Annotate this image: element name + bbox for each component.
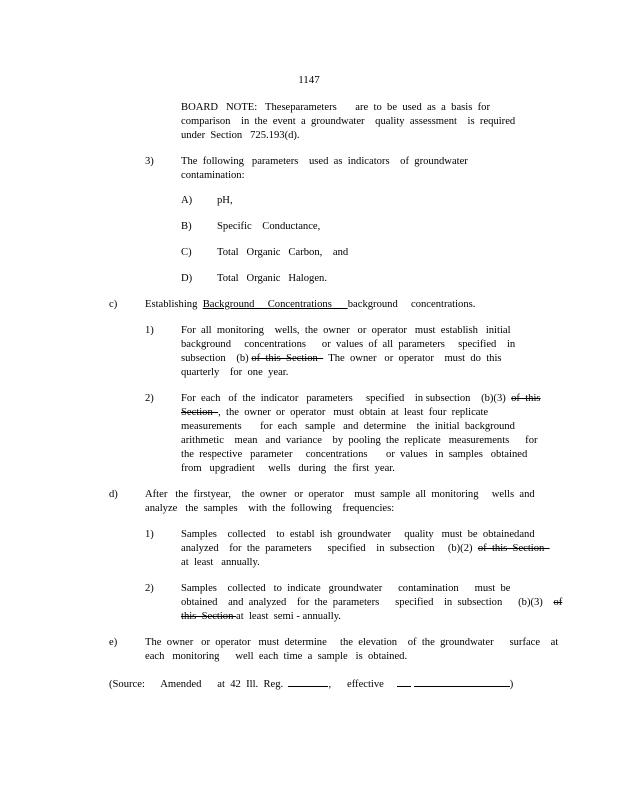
d1-line: Samples collected to establ ish groundwater quality must be obtainedand — [181, 529, 535, 540]
d2-text — [181, 582, 563, 624]
c1-l3-pre: subsection (b) — [181, 353, 252, 364]
c2-l1-strike: of this — [511, 393, 541, 404]
section-d-text — [145, 488, 535, 516]
source-note — [109, 676, 513, 692]
section-d-line: After the firstyear, the owner or operator must sample all monitoring wells and — [145, 489, 535, 500]
board-note — [181, 101, 526, 143]
section-e-text — [145, 636, 559, 664]
c1-line: For all monitoring wells, the owner or operator must establish initial — [181, 325, 511, 336]
d1-line — [181, 542, 550, 556]
item-3-line: contamination: — [181, 170, 245, 181]
c1-line — [181, 352, 511, 366]
c1-line: background concentrations or values of all parameters specified in — [181, 339, 516, 350]
section-c-label: c) — [109, 299, 118, 310]
section-c-underlined: Background Concentrations — [202, 299, 332, 310]
subitem-c-label: C) — [181, 247, 192, 258]
d2-l2-strike: of — [553, 597, 563, 608]
item-3-label: 3) — [145, 156, 154, 167]
d2-line — [181, 610, 531, 624]
c2-l1-pre: For each of the indicator parameters specified in subsection (b)(3) — [181, 393, 512, 404]
subitem-b-text: Specific Conductance, — [217, 221, 321, 232]
c1-l3-post: The owner or operator must do this — [323, 353, 502, 364]
section-c-post: background concentrations. — [347, 299, 476, 310]
c1-line: quarterly for one year. — [181, 367, 289, 378]
underline-pad — [332, 299, 348, 310]
c2-label: 2) — [145, 393, 154, 404]
source-pre: (Source: Amended at 42 Ill. Reg. — [109, 679, 284, 690]
d1-l2-strike: of this Section — [477, 543, 550, 554]
section-c-heading — [145, 298, 475, 312]
section-e-label: e) — [109, 637, 118, 648]
d2-l2-pre: obtained and analyzed for the parameters specified in subsection (b)(3) — [181, 597, 554, 608]
subitem-a-text: pH, — [217, 195, 233, 206]
source-mid: , effective — [328, 679, 384, 690]
subitem-d-label: D) — [181, 273, 193, 284]
c1-label: 1) — [145, 325, 154, 336]
d2-label: 2) — [145, 583, 154, 594]
subitem-a-label: A) — [181, 195, 193, 206]
d2-line — [181, 596, 563, 610]
c2-text — [181, 392, 541, 476]
c2-line — [181, 406, 531, 420]
c1-l3-strike: of this Section — [251, 353, 324, 364]
register-blank — [288, 676, 328, 687]
board-note-line: BOARD NOTE: Theseparameters are to be used as a basis for — [181, 102, 491, 113]
c2-line — [181, 392, 541, 406]
d1-text — [181, 528, 550, 570]
subitem-d-text: Total Organic Halogen. — [217, 273, 327, 284]
c2-l2-post: , the owner or operator must obtain at least four replicate — [218, 407, 489, 418]
d2-l3-strike: this Section — [181, 611, 237, 622]
source-end: ) — [509, 679, 514, 690]
d2-l3-post: at least semi - annually. — [236, 611, 341, 622]
effective-blank-2 — [414, 676, 510, 687]
c1-text — [181, 324, 516, 380]
c2-line: arithmetic mean and variance by pooling the replicate measurements for — [181, 435, 538, 446]
c2-line: the respective parameter concentrations or values in samples obtained — [181, 449, 528, 460]
c2-l2-strike: Section — [181, 407, 219, 418]
d1-l2-pre: analyzed for the parameters specified in subsection (b)(2) — [181, 543, 478, 554]
effective-blank-1 — [397, 676, 411, 687]
d2-line: Samples collected to indicate groundwater contamination must be — [181, 583, 511, 594]
d1-line: at least annually. — [181, 557, 260, 568]
c2-line: from upgradient wells during the first year. — [181, 463, 395, 474]
page-number: 1147 — [298, 74, 320, 86]
item-3-text — [181, 155, 526, 183]
subitem-c-text: Total Organic Carbon, and — [217, 247, 349, 258]
section-c-pre: Establishing — [145, 299, 203, 310]
section-d-label: d) — [109, 489, 118, 500]
section-e-line: each monitoring well each time a sample is obtained. — [145, 651, 408, 662]
section-d-line: analyze the samples with the following frequencies: — [145, 503, 395, 514]
item-3-line: The following parameters used as indicators of groundwater — [181, 156, 468, 167]
subitem-b-label: B) — [181, 221, 192, 232]
d1-label: 1) — [145, 529, 154, 540]
section-e-line: The owner or operator must determine the elevation of the groundwater surface at — [145, 637, 559, 648]
board-note-line: comparison in the event a groundwater quality assessment is required — [181, 116, 516, 127]
board-note-line: under Section 725.193(d). — [181, 130, 300, 141]
c2-line: measurements for each sample and determine the initial background — [181, 421, 515, 432]
